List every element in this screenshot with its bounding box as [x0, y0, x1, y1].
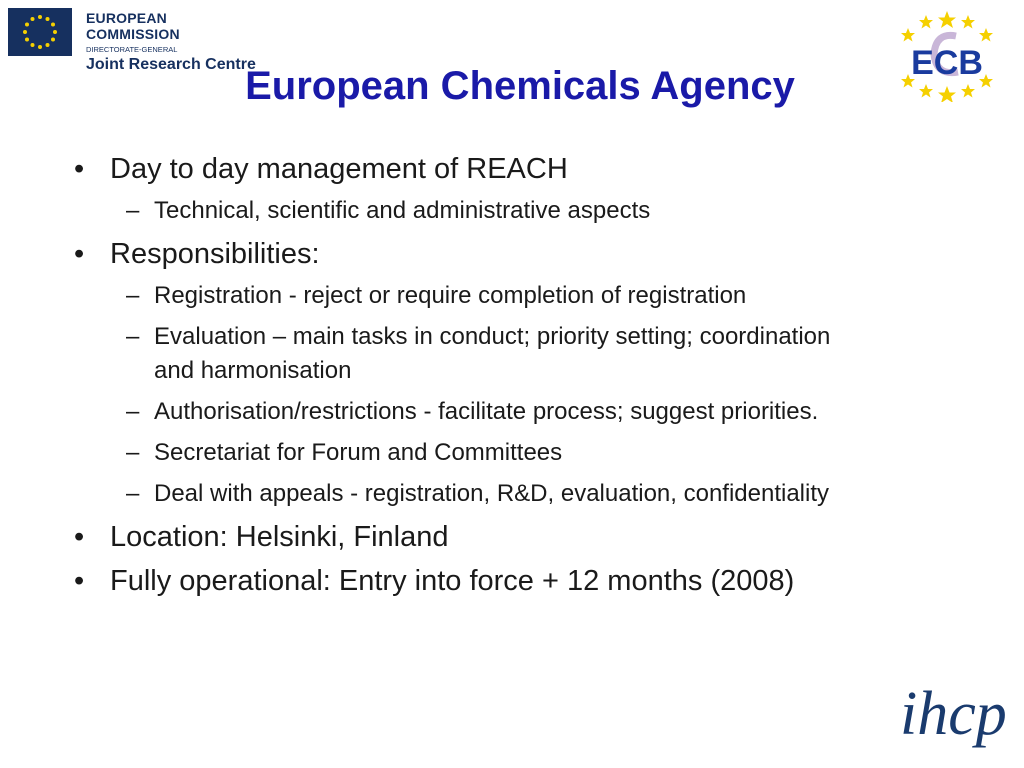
ihcp-logo-text: ihcp — [900, 680, 1007, 748]
org-line-directorate: DIRECTORATE-GENERAL — [86, 45, 178, 54]
sub-bullet-text: Technical, scientific and administrative aspects — [154, 197, 651, 224]
sub-bullet-text: Registration - reject or require completion of registration — [154, 282, 747, 309]
eu-flag-icon — [8, 8, 72, 56]
dash-marker: – — [126, 439, 140, 466]
slide-content — [70, 150, 1000, 606]
bullet-marker: • — [74, 238, 85, 270]
bullet-text: Responsibilities: — [110, 238, 320, 270]
org-line-jrc: Joint Research Centre — [86, 56, 256, 73]
bullet-marker: • — [74, 153, 85, 185]
bullet-item — [70, 562, 1000, 600]
dash-marker: – — [126, 282, 140, 309]
jrc-logo — [8, 8, 256, 73]
dash-marker: – — [126, 398, 140, 425]
bullet-item — [70, 518, 1000, 556]
dash-marker: – — [126, 480, 140, 507]
dash-marker: – — [126, 323, 140, 350]
bullet-text: Fully operational: Entry into force + 12 months (2008) — [110, 565, 795, 597]
ihcp-logo — [896, 658, 1008, 754]
sub-bullet-text: Authorisation/restrictions - facilitate process; suggest priorities. — [154, 398, 819, 425]
bullet-item — [70, 235, 1000, 273]
slide-title: European Chemicals Agency — [245, 64, 795, 108]
sub-bullet-item — [70, 436, 1000, 470]
org-line-commission: EUROPEAN COMMISSION — [86, 10, 180, 42]
sub-bullet-text: Secretariat for Forum and Committees — [154, 439, 563, 466]
bullet-text: Location: Helsinki, Finland — [110, 521, 449, 553]
bullet-marker: • — [74, 521, 85, 553]
sub-bullet-text: Deal with appeals - registration, R&D, evaluation, confidentiality — [154, 480, 830, 507]
ecb-logo-text: ECB — [911, 44, 983, 82]
bullet-marker: • — [74, 565, 85, 597]
sub-bullet-item — [70, 395, 1000, 429]
sub-bullet-item — [70, 194, 1000, 228]
sub-bullet-item — [70, 320, 844, 388]
bullet-item — [70, 150, 1000, 188]
sub-bullet-item — [70, 279, 1000, 313]
sub-bullet-text: Evaluation – main tasks in conduct; priority setting; coordination and harmonisation — [154, 323, 831, 384]
dash-marker: – — [126, 197, 140, 224]
bullet-text: Day to day management of REACH — [110, 153, 568, 185]
sub-bullet-item — [70, 477, 844, 511]
